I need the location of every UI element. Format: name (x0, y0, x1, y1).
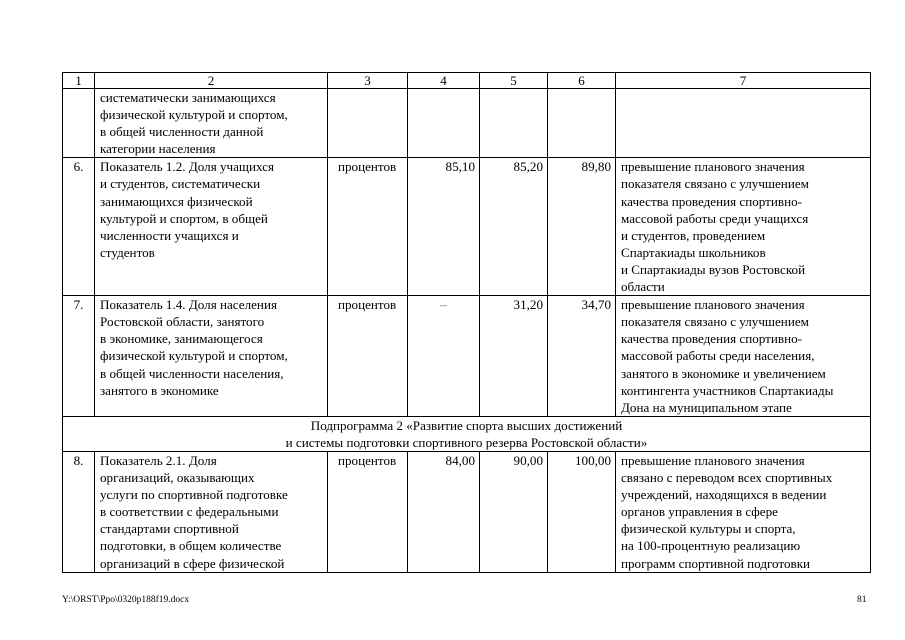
column-number-5: 5 (480, 73, 548, 89)
comment-line: превышение планового значения (621, 159, 805, 175)
indicator-line: Показатель 1.2. Доля учащихся (100, 159, 275, 175)
fact-value-2: 34,70 (548, 296, 616, 417)
indicator-line: и студентов, систематически (100, 176, 261, 192)
indicator-line: в экономике, занимающегося (100, 331, 263, 347)
fact-value-1: 90,00 (480, 451, 548, 572)
indicator-line: Показатель 1.4. Доля населения (100, 297, 277, 313)
plan-value: 84,00 (408, 451, 480, 572)
comment-cell (616, 296, 871, 417)
unit-cell: процентов (328, 451, 408, 572)
column-number-row (63, 73, 871, 89)
comment-line: контингента участников Спартакиады (621, 382, 834, 398)
fact-value-1 (480, 89, 548, 158)
subprogram-heading (63, 416, 871, 451)
fact-value-1: 85,20 (480, 158, 548, 296)
comment-line: массовой работы среди учащихся (621, 210, 809, 226)
indicator-line: численности учащихся и (100, 227, 239, 243)
table-row (63, 89, 871, 158)
comment-line: и Спартакиады вузов Ростовской (621, 261, 806, 277)
comment-line: области (621, 279, 665, 295)
data-table (62, 72, 871, 573)
comment-line: качества проведения спортивно- (621, 331, 802, 347)
comment-line: занятого в экономике и увеличением (621, 365, 826, 381)
subprogram-line: Подпрограмма 2 «Развитие спорта высших достижений (310, 417, 623, 433)
fact-value-2: 100,00 (548, 451, 616, 572)
comment-line: массовой работы среди населения, (621, 348, 815, 364)
indicator-cell (95, 451, 328, 572)
indicator-line: систематически занимающихся (100, 90, 276, 105)
comment-line: программ спортивной подготовки (621, 555, 811, 571)
subprogram-line: и системы подготовки спортивного резерва Ростовской области» (285, 434, 648, 450)
fact-value-2 (548, 89, 616, 158)
indicator-line: подготовки, в общем количестве (100, 538, 282, 554)
indicator-line: категории населения (100, 141, 216, 157)
comment-line: на 100-процентную реализацию (621, 538, 801, 554)
comment-line: физической культуры и спорта, (621, 521, 796, 537)
row-number: 8. (63, 451, 95, 572)
indicator-cell (95, 89, 328, 158)
column-number-2: 2 (95, 73, 328, 89)
table-row (63, 451, 871, 572)
comment-line: Дона на муниципальном этапе (621, 399, 792, 415)
comment-line: Спартакиады школьников (621, 244, 766, 260)
page-number: 81 (857, 595, 867, 605)
comment-line: и студентов, проведением (621, 227, 766, 243)
unit-cell: процентов (328, 158, 408, 296)
subprogram-row (63, 416, 871, 451)
column-number-1: 1 (63, 73, 95, 89)
row-number: 7. (63, 296, 95, 417)
row-number: 6. (63, 158, 95, 296)
plan-value: 85,10 (408, 158, 480, 296)
indicator-line: Ростовской области, занятого (100, 314, 265, 330)
indicator-line: в соответствии с федеральными (100, 504, 279, 520)
indicator-line: физической культурой и спортом, (100, 348, 288, 364)
plan-value: – (408, 296, 480, 417)
comment-line: превышение планового значения (621, 297, 805, 313)
comment-line: учреждений, находящихся в ведении (621, 487, 827, 503)
indicator-line: физической культурой и спортом, (100, 107, 288, 123)
comment-line: превышение планового значения (621, 452, 805, 468)
footer-file-path: Y:\ORST\Ppo\0320p188f19.docx (62, 595, 190, 605)
indicator-line: услуги по спортивной подготовке (100, 487, 288, 503)
comment-line: качества проведения спортивно- (621, 193, 802, 209)
comment-cell (616, 451, 871, 572)
comment-line: связано с переводом всех спортивных (621, 470, 833, 486)
fact-value-2: 89,80 (548, 158, 616, 296)
comment-line: показателя связано с улучшением (621, 314, 809, 330)
unit-cell (328, 89, 408, 158)
indicator-line: Показатель 2.1. Доля (100, 452, 217, 468)
indicator-cell (95, 296, 328, 417)
table-row (63, 158, 871, 296)
column-number-6: 6 (548, 73, 616, 89)
indicator-line: культурой и спортом, в общей (100, 210, 268, 226)
row-number (63, 89, 95, 158)
plan-value (408, 89, 480, 158)
fact-value-1: 31,20 (480, 296, 548, 417)
comment-line: органов управления в сфере (621, 504, 778, 520)
column-number-3: 3 (328, 73, 408, 89)
comment-cell (616, 158, 871, 296)
indicator-line: организаций в сфере физической (100, 555, 285, 571)
indicator-line: занятого в экономике (100, 382, 219, 398)
table-row (63, 296, 871, 417)
indicator-line: студентов (100, 244, 155, 260)
column-number-4: 4 (408, 73, 480, 89)
indicator-line: в общей численности населения, (100, 365, 284, 381)
indicator-line: стандартами спортивной (100, 521, 239, 537)
column-number-7: 7 (616, 73, 871, 89)
unit-cell: процентов (328, 296, 408, 417)
comment-line: показателя связано с улучшением (621, 176, 809, 192)
indicator-line: занимающихся физической (100, 193, 253, 209)
indicator-line: в общей численности данной (100, 124, 264, 140)
comment-cell (616, 89, 871, 158)
indicator-line: организаций, оказывающих (100, 470, 255, 486)
indicator-cell (95, 158, 328, 296)
